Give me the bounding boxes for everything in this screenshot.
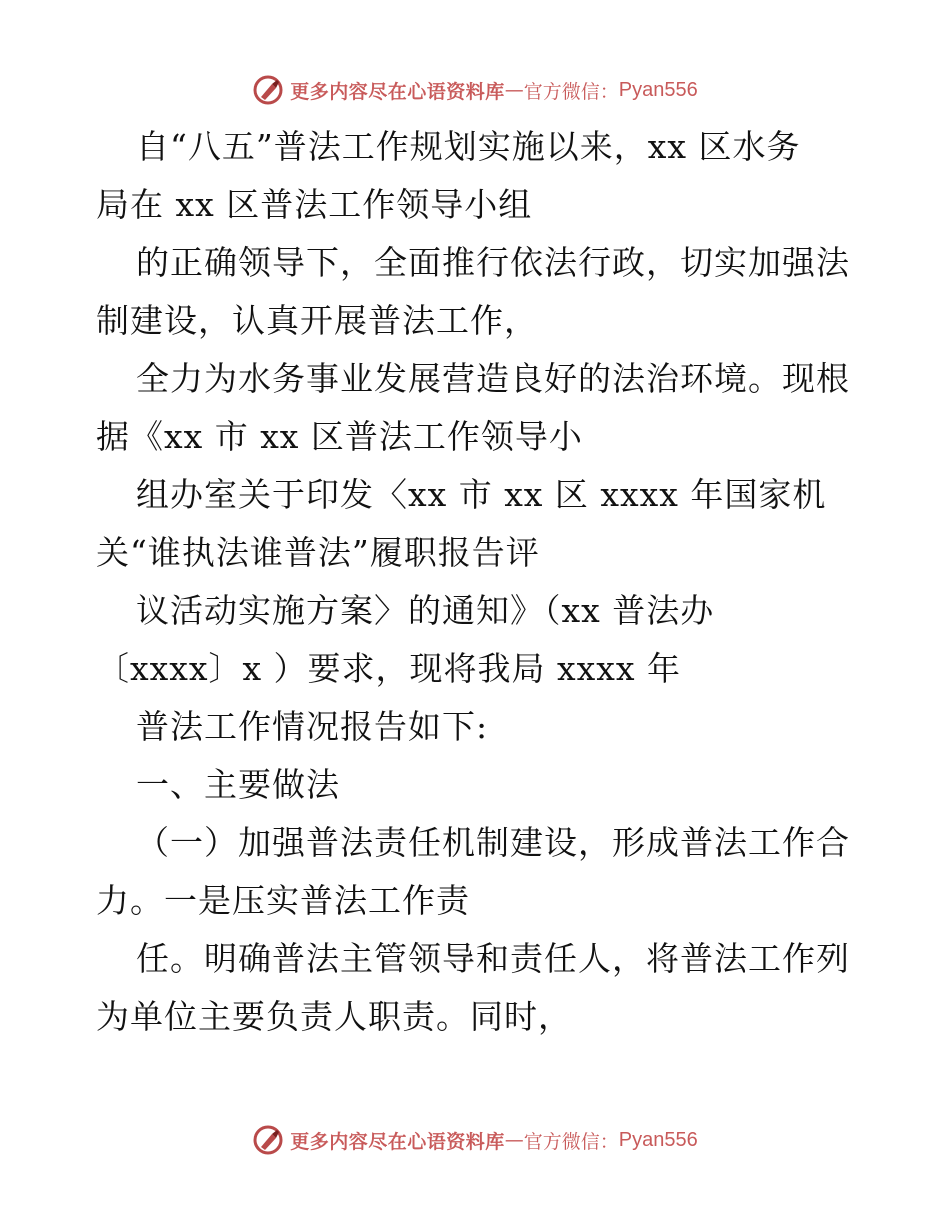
text-line: 制建设，认真开展普法工作， xyxy=(96,301,538,340)
banner-brand-text: 更多内容尽在心语资料库 xyxy=(290,1130,505,1153)
banner-brand-text: 更多内容尽在心语资料库 xyxy=(290,80,505,103)
text-line: 据《xx 市 xx 区普法工作领导小 xyxy=(96,417,583,456)
banner-account: Pyan556 xyxy=(618,78,698,101)
text-line: 任。明确普法主管领导和责任人，将普法工作列 xyxy=(136,939,850,978)
text-line: 全力为水务事业发展营造良好的法治环境。现根 xyxy=(136,359,850,398)
pen-nib-circle-icon xyxy=(252,1124,284,1156)
banner-wechat-label: 官方微信： xyxy=(523,1130,619,1153)
banner-dash: — xyxy=(504,1129,524,1151)
banner-wechat-label: 官方微信： xyxy=(523,80,619,103)
text-line: 为单位主要负责人职责。同时， xyxy=(96,997,572,1036)
text-line: 的正确领导下，全面推行依法行政，切实加强法 xyxy=(136,243,850,282)
text-line: 力。一是压实普法工作责 xyxy=(96,881,470,920)
banner-dash: — xyxy=(504,79,524,101)
section-heading: 一、主要做法 xyxy=(136,765,340,804)
banner-account: Pyan556 xyxy=(618,1128,698,1151)
text-line: 组办室关于印发〈xx 市 xx 区 xxxx 年国家机 xyxy=(136,475,827,514)
pen-nib-circle-icon xyxy=(252,74,284,106)
text-line: 议活动实施方案〉的通知》（xx 普法办 xyxy=(136,591,715,630)
text-line: 〔xxxx〕x ）要求，现将我局 xxxx 年 xyxy=(96,649,681,688)
text-line: 普法工作情况报告如下: xyxy=(136,707,489,746)
text-line: （一）加强普法责任机制建设，形成普法工作合 xyxy=(136,823,850,862)
text-line: 局在 xx 区普法工作领导小组 xyxy=(96,185,533,224)
text-line: 自“八五”普法工作规划实施以来，xx 区水务 xyxy=(136,127,801,166)
footer-banner xyxy=(0,1120,950,1160)
header-banner xyxy=(0,70,950,110)
document-body xyxy=(96,118,866,1046)
text-line: 关“谁执法谁普法”履职报告评 xyxy=(96,533,540,572)
